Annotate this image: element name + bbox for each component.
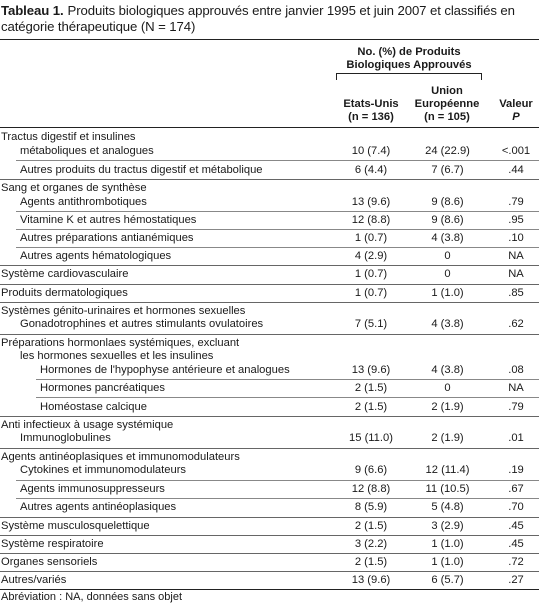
row-divider xyxy=(0,517,539,518)
cell-us: 15 (11.0) xyxy=(349,432,393,444)
cell-eu: 0 xyxy=(444,382,451,394)
cell-eu: 12 (11.4) xyxy=(425,464,470,476)
row-divider xyxy=(16,229,539,230)
cell-us: 1 (0.7) xyxy=(354,232,388,244)
cell-eu: 4 (3.8) xyxy=(431,364,464,376)
row-label: Cytokines et immunomodulateurs xyxy=(20,464,187,476)
row-label: les hormones sexuelles et les insulines xyxy=(20,350,214,362)
cell-p: .79 xyxy=(508,196,524,208)
cell-us: 3 (2.2) xyxy=(354,538,388,550)
row-divider xyxy=(0,265,539,266)
cell-p: .67 xyxy=(508,483,524,495)
row-divider xyxy=(36,379,539,380)
cell-us: 2 (1.5) xyxy=(354,382,388,394)
row-label: Systèmes génito-urinaires et hormones sexuelles xyxy=(1,305,246,317)
table-footnote: Abréviation : NA, données sans objet xyxy=(1,591,183,603)
row-label: Autres produits du tractus digestif et métabolique xyxy=(20,164,263,176)
cell-p: .27 xyxy=(508,574,524,586)
cell-us: 13 (9.6) xyxy=(351,196,391,208)
cell-eu: 1 (1.0) xyxy=(431,556,464,568)
cell-us: 8 (5.9) xyxy=(354,501,388,513)
cell-p: .70 xyxy=(508,501,524,513)
cell-p: NA xyxy=(508,250,524,262)
cell-us: 10 (7.4) xyxy=(351,145,391,157)
group-header-bracket xyxy=(336,73,482,80)
table-caption-text: Produits biologiques approuvés entre janvier 1995 et juin 2007 et classifiés en catégorie thérapeutique (N = 174) xyxy=(1,3,515,34)
group-header-line1: No. (%) de Produits xyxy=(357,46,461,58)
row-label: Système cardiovasculaire xyxy=(1,268,129,280)
col-header-us xyxy=(333,98,409,124)
row-label: Organes sensoriels xyxy=(1,556,98,568)
row-divider xyxy=(0,302,539,303)
row-divider xyxy=(0,535,539,536)
col-header-us-line1: Etats-Unis xyxy=(343,98,399,110)
cell-eu: 0 xyxy=(444,268,451,280)
cell-p: <.001 xyxy=(501,145,531,157)
cell-p: NA xyxy=(508,382,524,394)
cell-us: 9 (6.6) xyxy=(354,464,388,476)
cell-p: NA xyxy=(508,268,524,280)
group-header xyxy=(336,46,482,72)
cell-us: 12 (8.8) xyxy=(351,214,391,226)
col-header-eu xyxy=(408,85,486,124)
row-label: Agents immunosuppresseurs xyxy=(20,483,165,495)
cell-p: .79 xyxy=(508,401,524,413)
table-caption-label: Tableau 1. xyxy=(1,3,64,18)
cell-us: 2 (1.5) xyxy=(354,556,388,568)
cell-us: 13 (9.6) xyxy=(351,574,391,586)
cell-eu: 9 (8.6) xyxy=(431,196,464,208)
row-label: Produits dermatologiques xyxy=(1,287,128,299)
cell-p: .44 xyxy=(508,164,524,176)
cell-us: 6 (4.4) xyxy=(354,164,388,176)
cell-p: .45 xyxy=(508,538,524,550)
row-divider xyxy=(0,553,539,554)
cell-us: 12 (8.8) xyxy=(351,483,391,495)
row-label: métaboliques et analogues xyxy=(20,145,154,157)
row-divider xyxy=(0,571,539,572)
cell-eu: 0 xyxy=(444,250,451,262)
row-divider xyxy=(16,160,539,161)
col-header-p xyxy=(493,98,539,124)
cell-eu: 1 (1.0) xyxy=(431,538,464,550)
row-divider xyxy=(36,397,539,398)
cell-eu: 9 (8.6) xyxy=(431,214,464,226)
row-divider xyxy=(16,211,539,212)
cell-eu: 5 (4.8) xyxy=(431,501,464,513)
row-label: Autres/variés xyxy=(1,574,67,586)
cell-us: 7 (5.1) xyxy=(354,318,388,330)
row-divider xyxy=(16,247,539,248)
col-header-p-line1: Valeur xyxy=(499,98,533,110)
cell-p: .72 xyxy=(508,556,524,568)
col-header-us-line2: (n = 136) xyxy=(348,111,394,123)
cell-p: .08 xyxy=(508,364,524,376)
row-label: Gonadotrophines et autres stimulants ovulatoires xyxy=(20,318,264,330)
row-divider xyxy=(0,416,539,417)
row-divider xyxy=(0,284,539,285)
col-header-eu-line2: Européenne xyxy=(414,98,480,110)
cell-us: 4 (2.9) xyxy=(354,250,388,262)
row-label: Système musculosquelettique xyxy=(1,520,150,532)
cell-eu: 4 (3.8) xyxy=(431,318,464,330)
cell-eu: 6 (5.7) xyxy=(431,574,464,586)
table-header-rule xyxy=(0,127,539,128)
cell-p: .19 xyxy=(508,464,524,476)
table-bottom-rule xyxy=(0,589,539,590)
cell-us: 13 (9.6) xyxy=(351,364,391,376)
row-divider xyxy=(0,334,539,335)
row-label: Tractus digestif et insulines xyxy=(1,131,136,143)
cell-eu: 1 (1.0) xyxy=(431,287,464,299)
row-divider xyxy=(0,179,539,180)
row-label: Autres agents antinéoplasiques xyxy=(20,501,177,513)
row-label: Système respiratoire xyxy=(1,538,104,550)
cell-p: .10 xyxy=(508,232,524,244)
row-label: Préparations hormonlaes systémiques, excluant xyxy=(1,337,240,349)
col-header-eu-line3: (n = 105) xyxy=(424,111,470,123)
cell-eu: 11 (10.5) xyxy=(425,483,470,495)
cell-eu: 3 (2.9) xyxy=(431,520,464,532)
cell-eu: 7 (6.7) xyxy=(431,164,464,176)
row-label: Autres préparations antianémiques xyxy=(20,232,194,244)
row-divider xyxy=(16,498,539,499)
cell-p: .01 xyxy=(508,432,524,444)
cell-eu: 4 (3.8) xyxy=(431,232,464,244)
row-label: Vitamine K et autres hémostatiques xyxy=(20,214,197,226)
cell-us: 2 (1.5) xyxy=(354,520,388,532)
table-caption xyxy=(1,3,533,35)
row-label: Hormones de l'hypophyse antérieure et analogues xyxy=(40,364,290,376)
row-label: Agents antithrombotiques xyxy=(20,196,147,208)
cell-p: .95 xyxy=(508,214,524,226)
cell-us: 2 (1.5) xyxy=(354,401,388,413)
row-label: Immunoglobulines xyxy=(20,432,111,444)
table-top-rule xyxy=(0,39,539,40)
row-label: Homéostase calcique xyxy=(40,401,147,413)
cell-eu: 2 (1.9) xyxy=(431,432,464,444)
row-label: Hormones pancréatiques xyxy=(40,382,165,394)
row-label: Sang et organes de synthèse xyxy=(1,182,147,194)
cell-p: .62 xyxy=(508,318,524,330)
row-divider xyxy=(16,480,539,481)
cell-p: .45 xyxy=(508,520,524,532)
col-header-eu-line1: Union xyxy=(431,85,463,97)
row-divider xyxy=(0,448,539,449)
group-header-line2: Biologiques Approuvés xyxy=(346,59,472,71)
cell-p: .85 xyxy=(508,287,524,299)
row-label: Autres agents hématologiques xyxy=(20,250,172,262)
cell-us: 1 (0.7) xyxy=(354,268,388,280)
cell-eu: 2 (1.9) xyxy=(431,401,464,413)
cell-us: 1 (0.7) xyxy=(354,287,388,299)
col-header-p-line2: P xyxy=(512,111,520,123)
cell-eu: 24 (22.9) xyxy=(425,145,470,157)
row-label: Anti infectieux à usage systémique xyxy=(1,419,174,431)
row-label: Agents antinéoplasiques et immunomodulateurs xyxy=(1,451,240,463)
